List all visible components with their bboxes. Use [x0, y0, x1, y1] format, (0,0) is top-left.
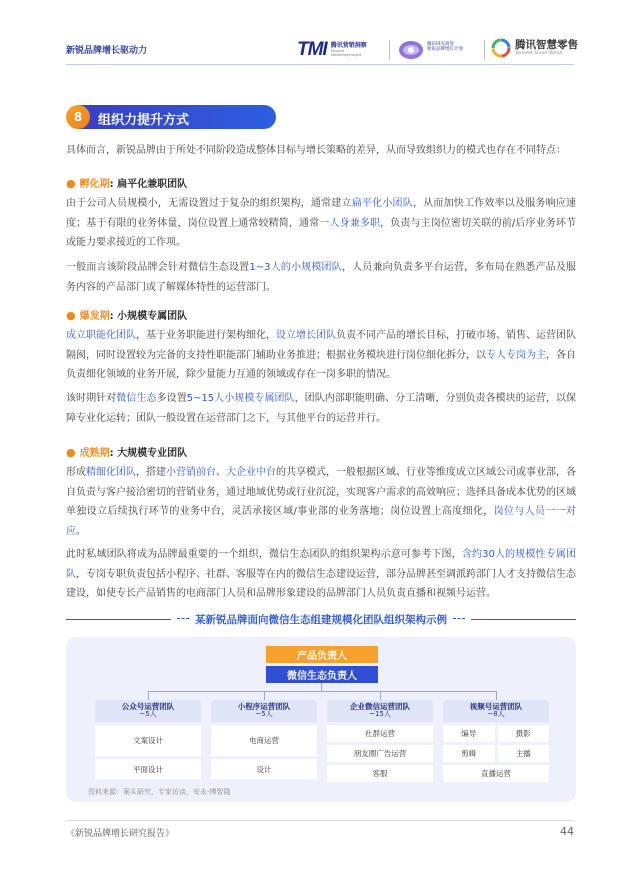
phase-paragraph: 由于公司人员规模小，无需设置过于复杂的组织架构，通常建立扁平化小团队，从而加快工作效率以及服务响应速度；基于有限的业务体量，岗位设置上通常较精简，通常一人身兼多职，负责与主岗位密切关联的前/后序业务环节或能力要求接近的工作项。	[66, 198, 577, 248]
phase-heading: ● 孵化期: 扁平化兼职团队	[66, 177, 188, 190]
logo-divider	[389, 40, 390, 60]
role-cell: 客服	[327, 765, 433, 782]
phase-paragraph: 此时私域团队将成为品牌最重要的一个组织，微信生态团队的组织架构示意可参考下图，含约30人的规模性专属团队，专岗专职负责包括小程序、社群、客服等在内的微信生态建设运营，部分品牌甚至调派跨部门人才支持微信生态建设，如使专长产品销售的电商部门人员和品牌形象建设的品牌部门人员负责直播和视频号运营。	[66, 549, 577, 599]
phase-paragraph: 该时期针对微信生态多设置5~15人小规模专属团队，团队内部职能明确、分工清晰，分别负责各模块的运营，以保障专业化运转；团队一般设置在运营部门之下，与其他平台的运营并行。	[66, 393, 577, 424]
partner-badge-icon	[398, 38, 424, 62]
team-card	[327, 700, 433, 779]
smart-retail-logo	[491, 38, 578, 58]
role-cell: 摄影	[498, 725, 550, 742]
phase-title: 大规模专业团队	[117, 448, 188, 459]
tmi-en-label-1: Tencent	[330, 48, 345, 53]
tmi-cn-label: 腾讯营销洞察	[330, 41, 367, 49]
team-count: ~8人	[487, 710, 505, 719]
role-cell: 朋友圈广告运营	[327, 745, 433, 762]
team-name: 公众号运营团队	[121, 702, 175, 712]
phase-paragraph: 形成精细化团队，搭建小营销前台、大企业中台的共享模式，一般根据区域、行业等维度成立区域公司或事业部，各自负责与客户接洽密切的营销业务，通过地域优势或行业沉淀，实现客户需求的高效响应；选择具备成本优势的区域单独设立后续执行环节的业务中台，灵活承接区域/事业部的业务落地；岗位设置上高度细化，岗位与人员一一对应。	[66, 467, 577, 537]
section-title: 组织力提升方式	[98, 113, 190, 128]
org-connector	[264, 691, 265, 700]
role-cell: 设计	[211, 759, 317, 779]
role-cell: 编导	[443, 725, 495, 742]
tmi-en-label-2: Marketing Insight	[330, 53, 362, 57]
diagram-title: 某新锐品牌面向微信生态组建规模化团队组织架构示例	[66, 610, 576, 628]
team-card	[211, 700, 317, 779]
role-cell: 平面设计	[95, 759, 201, 779]
smart-retail-en: Tencent Smart Retail	[515, 51, 563, 56]
section-number: 8	[66, 105, 90, 129]
source-note: 资料来源：案头研究，专家访谈，安永-博智隆	[88, 788, 231, 796]
team-name: 小程序运营团队	[237, 702, 291, 712]
tmi-mark: TMI	[297, 39, 327, 60]
page-number: 44	[560, 825, 574, 838]
bullet-dot-icon: ●	[66, 309, 76, 322]
role-cell: 剪辑	[443, 745, 495, 762]
intro-paragraph: 具体而言，新锐品牌由于所处不同阶段造成整体目标与增长策略的差异，从而导致组织力的模式也存在不同特点：	[66, 145, 566, 156]
phase-heading: ● 爆发期: 小规模专属团队	[66, 309, 188, 322]
tmi-logo	[297, 40, 367, 60]
org-connector	[148, 691, 497, 692]
footer-divider	[66, 820, 574, 821]
role-cell: 直播运营	[443, 765, 549, 782]
header-divider	[66, 64, 574, 65]
role-cell: 主播	[498, 745, 550, 762]
phase-title: 小规模专属团队	[117, 311, 188, 322]
team-count: ~5人	[255, 710, 273, 719]
product-owner-box: 产品负责人	[266, 646, 378, 663]
team-card	[95, 700, 201, 779]
role-cell: 电商运营	[211, 725, 317, 756]
role-cell: 文案设计	[95, 725, 201, 756]
role-cell: 社群运营	[327, 725, 433, 742]
team-count: ~5人	[139, 710, 157, 719]
wechat-owner-box: 微信生态负责人	[266, 666, 378, 683]
org-connector	[380, 691, 381, 700]
org-connector	[148, 691, 149, 700]
team-name: 企业微信运营团队	[350, 702, 410, 712]
phase-heading: ● 成熟期: 大规模专业团队	[66, 446, 188, 459]
team-card	[443, 700, 549, 779]
phase-paragraph: 一般而言该阶段品牌会针对微信生态设置1~3人的小规模团队，人员兼向负责多平台运营，多布局在熟悉产品及服务内容的产品部门或了解媒体特性的运营部门。	[66, 262, 577, 293]
team-name: 视频号运营团队	[469, 702, 523, 712]
partner-badge-text: 腾讯域见商誉 新锐品牌增长计划	[427, 42, 463, 52]
team-count: ~15人	[369, 710, 391, 719]
org-connector	[496, 691, 497, 700]
phase-name: 爆发期	[79, 311, 110, 322]
phase-title: 扁平化兼职团队	[117, 179, 188, 190]
bullet-dot-icon: ●	[66, 177, 76, 190]
header-title: 新锐品牌增长驱动力	[66, 46, 148, 56]
org-connector	[321, 683, 322, 691]
smart-retail-cn: 腾讯智慧零售	[515, 38, 578, 51]
footer-report-title: 《新锐品牌增长研究报告》	[66, 829, 175, 839]
bullet-dot-icon: ●	[66, 446, 76, 459]
phase-paragraph: 成立职能化团队，基于业务职能进行架构细化，设立增长团队负责不同产品的增长目标，打破市场、销售、运营团队隔阂，同时设置较为完备的支持性职能部门辅助业务推进；根据业务模块进行岗位细化拆分，以专人专岗为主，各自负责细化领域的业务开展，除少量能力互通的领域或存在一岗多职的情况。	[66, 330, 576, 380]
smart-retail-icon	[491, 38, 511, 58]
logo-divider	[484, 40, 485, 60]
phase-name: 孵化期	[79, 179, 110, 190]
phase-name: 成熟期	[79, 448, 110, 459]
page-header	[0, 0, 640, 66]
